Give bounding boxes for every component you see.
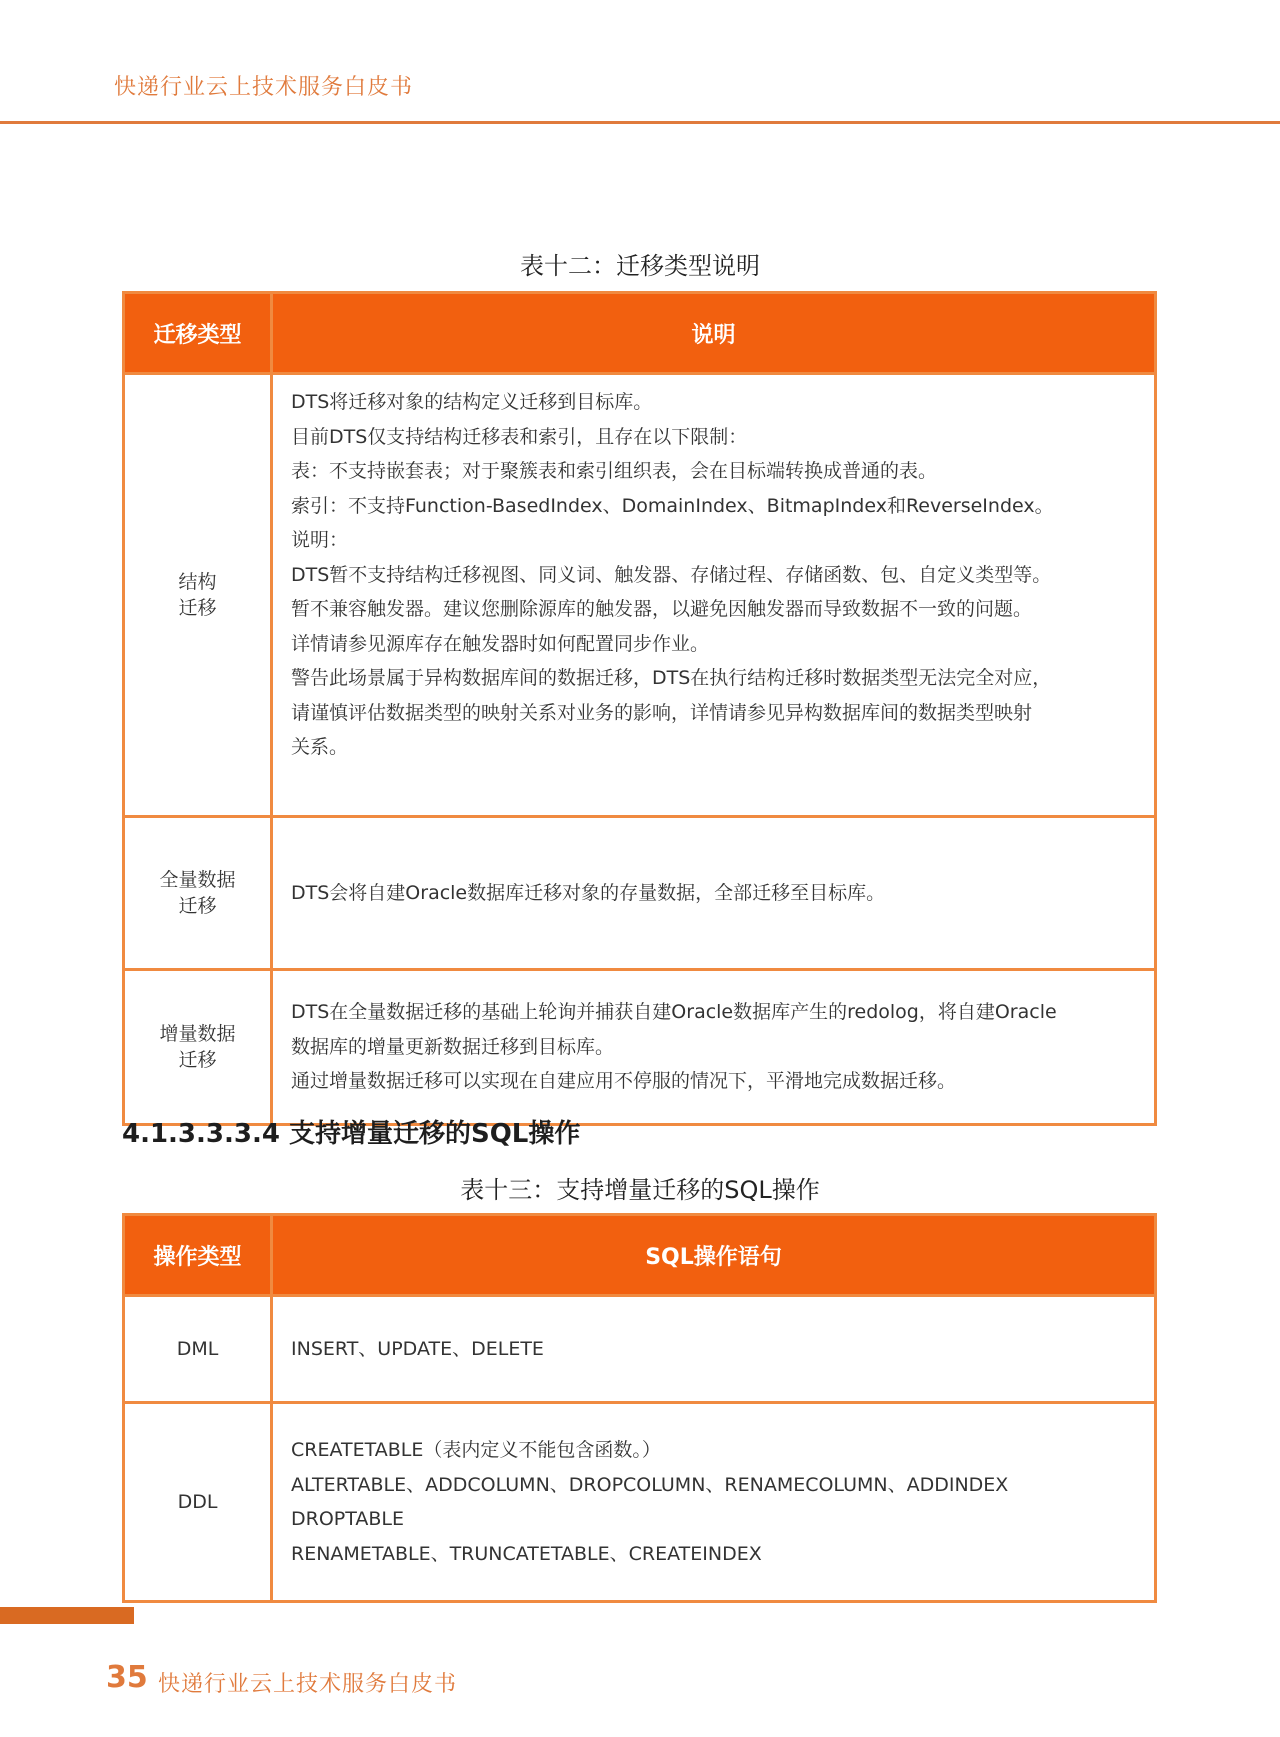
footer-title: 快递行业云上技术服务白皮书 bbox=[158, 1672, 458, 1697]
sql-line: INSERT、UPDATE、DELETE bbox=[291, 1337, 544, 1360]
desc-line: 关系。 bbox=[291, 736, 349, 758]
sql-line: DROPTABLE bbox=[291, 1508, 404, 1530]
type-line: 迁移 bbox=[178, 895, 217, 917]
table-row bbox=[124, 1403, 1156, 1602]
type-line: 结构 bbox=[178, 571, 217, 593]
table13-header-type: 操作类型 bbox=[124, 1215, 272, 1296]
migration-type-cell bbox=[124, 374, 272, 817]
table12-caption: 表十二：迁移类型说明 bbox=[520, 252, 760, 280]
desc-line: 请谨慎评估数据类型的映射关系对业务的影响，详情请参见异构数据库间的数据类型映射 bbox=[291, 701, 1033, 724]
table13 bbox=[122, 1213, 1157, 1603]
desc-line: 说明： bbox=[291, 529, 349, 551]
sql-line: RENAMETABLE、TRUNCATETABLE、CREATEINDEX bbox=[291, 1542, 762, 1565]
type-line: 迁移 bbox=[178, 597, 217, 619]
sql-line: CREATETABLE（表内定义不能包含函数。） bbox=[291, 1439, 661, 1461]
desc-line: 通过增量数据迁移可以实现在自建应用不停服的情况下，平滑地完成数据迁移。 bbox=[291, 1070, 957, 1093]
description-cell bbox=[272, 970, 1156, 1125]
operation-type-cell: DML bbox=[124, 1296, 272, 1403]
table-row bbox=[124, 970, 1156, 1125]
desc-line: DTS将迁移对象的结构定义迁移到目标库。 bbox=[291, 391, 653, 413]
desc-line: 暂不兼容触发器。建议您删除源库的触发器，以避免因触发器而导致数据不一致的问题。 bbox=[291, 598, 1033, 620]
desc-line: 目前DTS仅支持结构迁移表和索引，且存在以下限制： bbox=[291, 425, 748, 448]
header-title: 快递行业云上技术服务白皮书 bbox=[114, 75, 414, 100]
migration-type-cell bbox=[124, 817, 272, 970]
table13-header-row bbox=[124, 1215, 1156, 1296]
desc-line: 表：不支持嵌套表；对于聚簇表和索引组织表，会在目标端转换成普通的表。 bbox=[291, 460, 938, 482]
header-rule bbox=[0, 121, 1280, 124]
table13-caption: 表十三：支持增量迁移的SQL操作 bbox=[460, 1176, 820, 1204]
table13-header-sql: SQL操作语句 bbox=[272, 1215, 1156, 1296]
desc-line: DTS在全量数据迁移的基础上轮询并捕获自建Oracle数据库产生的redolog，将自建Oracle bbox=[291, 1001, 1057, 1024]
desc-line: DTS会将自建Oracle数据库迁移对象的存量数据，全部迁移至目标库。 bbox=[291, 881, 886, 904]
sql-statement-cell bbox=[272, 1296, 1156, 1403]
desc-line: 警告此场景属于异构数据库间的数据迁移，DTS在执行结构迁移时数据类型无法完全对应， bbox=[291, 667, 1052, 689]
description-cell bbox=[272, 817, 1156, 970]
section-heading: 4.1.3.3.3.4 支持增量迁移的SQL操作 bbox=[122, 1119, 581, 1149]
table-row bbox=[124, 817, 1156, 970]
desc-line: DTS暂不支持结构迁移视图、同义词、触发器、存储过程、存储函数、包、自定义类型等。 bbox=[291, 563, 1052, 586]
desc-line: 详情请参见源库存在触发器时如何配置同步作业。 bbox=[291, 632, 710, 655]
description-cell bbox=[272, 374, 1156, 817]
table12-header-type: 迁移类型 bbox=[124, 293, 272, 374]
footer-accent-bar bbox=[0, 1607, 134, 1624]
table12-header-row bbox=[124, 293, 1156, 374]
type-line: 增量数据 bbox=[159, 1023, 236, 1045]
table12-header-desc: 说明 bbox=[272, 293, 1156, 374]
sql-statement-cell bbox=[272, 1403, 1156, 1602]
desc-line: 索引：不支持Function-BasedIndex、DomainIndex、BitmapIndex和ReverseIndex。 bbox=[291, 494, 1054, 517]
page-number: 35 bbox=[106, 1660, 148, 1695]
migration-type-cell bbox=[124, 970, 272, 1125]
operation-type-cell: DDL bbox=[124, 1403, 272, 1602]
type-line: 迁移 bbox=[178, 1049, 217, 1071]
desc-line: 数据库的增量更新数据迁移到目标库。 bbox=[291, 1035, 615, 1058]
type-line: 全量数据 bbox=[159, 869, 236, 891]
table12 bbox=[122, 291, 1157, 1126]
table-row bbox=[124, 374, 1156, 817]
table-row bbox=[124, 1296, 1156, 1403]
sql-line: ALTERTABLE、ADDCOLUMN、DROPCOLUMN、RENAMECOLUMN、ADDINDEX bbox=[291, 1473, 1009, 1496]
